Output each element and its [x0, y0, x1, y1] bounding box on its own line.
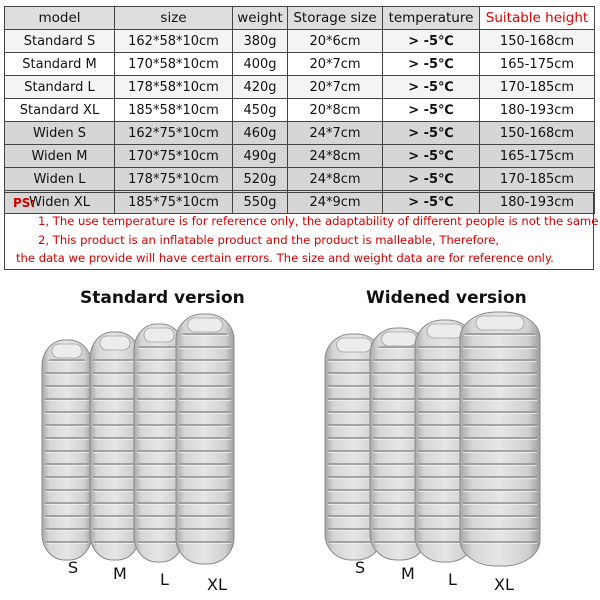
- header-storage-size: Storage size: [288, 7, 383, 30]
- cell-weight: 380g: [233, 30, 288, 53]
- cell-temperature: > -5℃: [383, 145, 480, 168]
- table-row: [5, 145, 595, 168]
- header-weight: weight: [233, 7, 288, 30]
- table-row: [5, 99, 595, 122]
- cell-model: Standard L: [5, 76, 115, 99]
- cell-weight: 490g: [233, 145, 288, 168]
- cell-model: Standard S: [5, 30, 115, 53]
- cell-temperature: > -5℃: [383, 30, 480, 53]
- standard-size-label-m: M: [113, 564, 127, 583]
- cell-size: 178*75*10cm: [115, 168, 233, 191]
- notes-box: [4, 192, 599, 270]
- table-row: [5, 168, 595, 191]
- table-header-row: [5, 7, 595, 30]
- standard-pad-m: [90, 332, 140, 560]
- cell-model: Standard XL: [5, 99, 115, 122]
- cell-temperature: > -5℃: [383, 191, 480, 214]
- table-row: [5, 76, 595, 99]
- cell-weight: 400g: [233, 53, 288, 76]
- cell-temperature: > -5℃: [383, 122, 480, 145]
- cell-size: 162*75*10cm: [115, 122, 233, 145]
- widened-size-label-l: L: [448, 570, 457, 589]
- cell-suitable-height: 170-185cm: [480, 168, 595, 191]
- header-suitable-height: Suitable height: [480, 7, 595, 30]
- sleeping-pads-photo: [0, 310, 600, 600]
- table-row: [5, 122, 595, 145]
- header-model: model: [5, 7, 115, 30]
- notes-line-2: 2, This product is an inflatable product and the product is malleable, Therefore,: [38, 233, 500, 247]
- cell-suitable-height: 180-193cm: [480, 191, 595, 214]
- cell-storage-size: 24*8cm: [288, 145, 383, 168]
- standard-version-title: Standard version: [80, 288, 245, 308]
- standard-pad-xl: [176, 314, 234, 564]
- cell-suitable-height: 150-168cm: [480, 30, 595, 53]
- cell-storage-size: 20*6cm: [288, 30, 383, 53]
- cell-temperature: > -5℃: [383, 53, 480, 76]
- cell-storage-size: 20*7cm: [288, 76, 383, 99]
- cell-size: 162*58*10cm: [115, 30, 233, 53]
- header-temperature: temperature: [383, 7, 480, 30]
- cell-temperature: > -5℃: [383, 76, 480, 99]
- cell-temperature: > -5℃: [383, 99, 480, 122]
- cell-model: Widen L: [5, 168, 115, 191]
- cell-temperature: > -5℃: [383, 168, 480, 191]
- cell-size: 178*58*10cm: [115, 76, 233, 99]
- cell-storage-size: 24*9cm: [288, 191, 383, 214]
- cell-weight: 550g: [233, 191, 288, 214]
- cell-storage-size: 24*8cm: [288, 168, 383, 191]
- standard-size-label-l: L: [160, 570, 169, 589]
- cell-weight: 420g: [233, 76, 288, 99]
- cell-storage-size: 24*7cm: [288, 122, 383, 145]
- header-size: size: [115, 7, 233, 30]
- table-row: [5, 30, 595, 53]
- standard-size-label-s: S: [68, 558, 79, 577]
- cell-weight: 520g: [233, 168, 288, 191]
- cell-storage-size: 20*8cm: [288, 99, 383, 122]
- cell-size: 170*75*10cm: [115, 145, 233, 168]
- widened-size-label-s: S: [355, 558, 366, 577]
- notes-ps-label: PS:: [13, 196, 36, 210]
- cell-suitable-height: 180-193cm: [480, 99, 595, 122]
- notes-line-3: the data we provide will have certain errors. The size and weight data are for reference only.: [16, 251, 554, 265]
- table-row: [5, 53, 595, 76]
- cell-suitable-height: 150-168cm: [480, 122, 595, 145]
- spec-table: [4, 6, 595, 214]
- widened-pad-xl: [460, 312, 540, 566]
- cell-model: Widen XL: [5, 191, 115, 214]
- cell-suitable-height: 165-175cm: [480, 145, 595, 168]
- cell-suitable-height: 170-185cm: [480, 76, 595, 99]
- cell-size: 170*58*10cm: [115, 53, 233, 76]
- cell-storage-size: 20*7cm: [288, 53, 383, 76]
- cell-size: 185*75*10cm: [115, 191, 233, 214]
- widened-size-label-xl: XL: [494, 575, 514, 594]
- standard-pad-s: [42, 340, 92, 560]
- cell-model: Widen S: [5, 122, 115, 145]
- standard-size-label-xl: XL: [207, 575, 227, 594]
- cell-weight: 460g: [233, 122, 288, 145]
- notes-line-1: 1, The use temperature is for reference only, the adaptability of different people is not the same: [38, 214, 599, 228]
- cell-suitable-height: 165-175cm: [480, 53, 595, 76]
- cell-size: 185*58*10cm: [115, 99, 233, 122]
- cell-model: Widen M: [5, 145, 115, 168]
- cell-weight: 450g: [233, 99, 288, 122]
- widened-version-title: Widened version: [366, 288, 527, 308]
- cell-model: Standard M: [5, 53, 115, 76]
- widened-size-label-m: M: [401, 564, 415, 583]
